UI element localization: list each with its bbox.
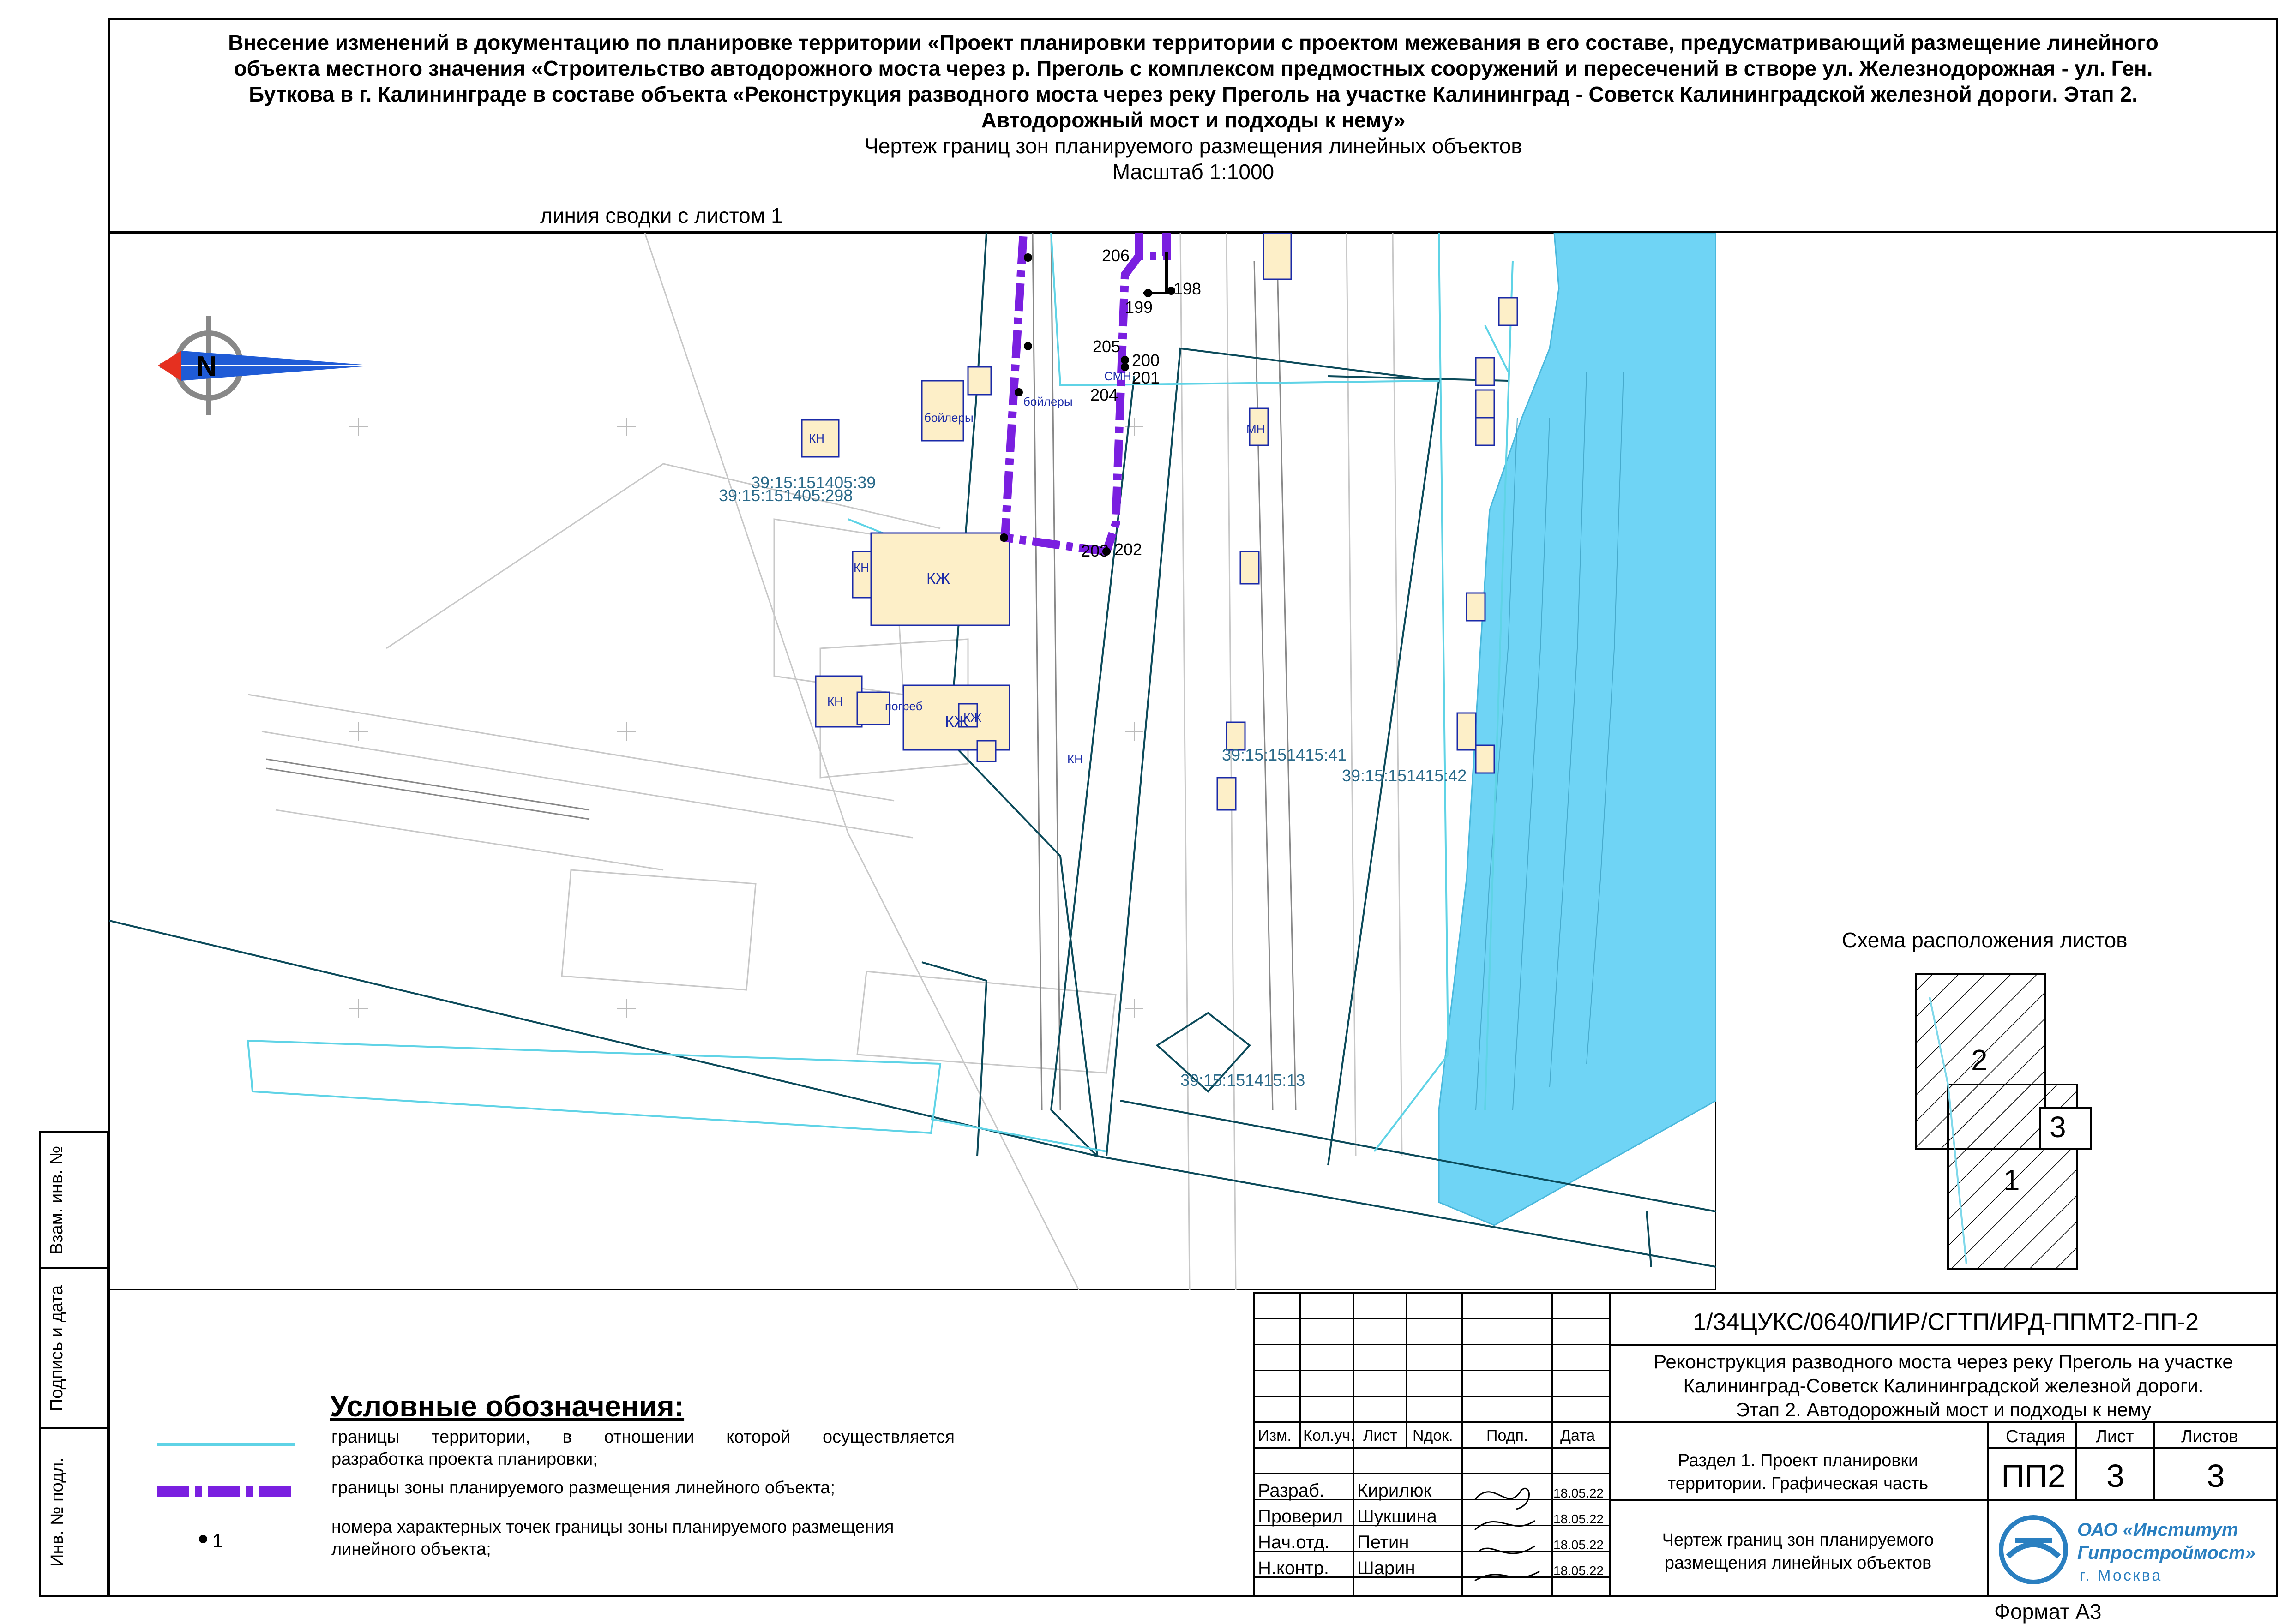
role-label: Разраб.	[1258, 1480, 1325, 1501]
building-label: КН	[854, 561, 869, 575]
role-label: Н.контр.	[1258, 1558, 1329, 1578]
column-header: Лист	[1363, 1427, 1397, 1444]
company-name	[2077, 1518, 2255, 1564]
signature-icon	[1466, 1472, 1549, 1597]
side-cell-label: Инв. № подл.	[47, 1457, 67, 1567]
side-cell-label: Взам. инв. №	[47, 1145, 67, 1254]
scheme-drawing	[1911, 969, 2114, 1274]
drawing-scale: Масштаб 1:1000	[1112, 160, 1275, 184]
object-line: Этап 2. Автодорожный мост и подходы к нему	[1736, 1399, 2151, 1420]
column-header: Подп.	[1486, 1427, 1528, 1444]
point-label: 199	[1125, 298, 1153, 317]
title-line: Буткова в г. Калининграде в составе объекта «Реконструкция разводного моста через реку Преголь на участке Калининград - Советск Калининградской железной дороги. Этап 2.	[249, 82, 2138, 106]
point-label: 198	[1173, 279, 1202, 298]
drawing-line: Чертеж границ зон планируемого	[1662, 1530, 1934, 1550]
title-stamp	[1253, 1292, 2276, 1597]
scheme-sheet-label: 2	[1971, 1043, 1988, 1077]
sheet-value: 3	[2106, 1458, 2124, 1494]
legend-line: границы территории, в отношении которой осуществляется	[331, 1427, 955, 1447]
company-city: г. Москва	[2080, 1567, 2163, 1584]
stage-value: ПП2	[2001, 1458, 2066, 1494]
legend-line: линейного объекта;	[331, 1540, 491, 1559]
role-label: Проверил	[1258, 1506, 1343, 1527]
sign-date: 18.05.22	[1553, 1512, 1604, 1526]
scheme-sheet-label: 3	[2050, 1110, 2066, 1144]
side-cell-label: Подпись и дата	[47, 1285, 67, 1411]
person-name: Шарин	[1357, 1558, 1415, 1578]
point-label: 204	[1090, 385, 1118, 404]
object-line: Калининград-Советск Калининградской железной дороги.	[1683, 1375, 2204, 1396]
company-logo-icon	[1996, 1513, 2070, 1587]
legend-item-text	[331, 1426, 955, 1470]
section-line: территории. Графическая часть	[1667, 1474, 1929, 1493]
building-label: бойлеры	[924, 411, 974, 425]
legend-line: номера характерных точек границы зоны планируемого размещения	[331, 1517, 894, 1537]
legend-symbols	[157, 1435, 305, 1551]
title-block	[110, 20, 2276, 233]
sign-date: 18.05.22	[1553, 1538, 1604, 1552]
doc-code: 1/34ЦУКС/0640/ПИР/СГТП/ИРД-ППМТ2-ПП-2	[1693, 1309, 2199, 1336]
cadastral-label: 39:15:151415:13	[1180, 1071, 1305, 1090]
role-label: Нач.отд.	[1258, 1532, 1330, 1552]
building-label: КН	[1067, 752, 1083, 766]
title-line: Автодорожный мост и подходы к нему»	[981, 108, 1406, 132]
side-cell	[39, 1131, 108, 1269]
side-cell	[39, 1427, 108, 1597]
object-description	[1613, 1350, 2273, 1422]
title-line: Внесение изменений в документацию по планировке территории «Проект планировки территории с проектом межевания в его составе, предусматривающий размещение линейного	[228, 30, 2159, 54]
drawing-title	[1613, 1528, 1983, 1575]
scheme-sheet-label: 1	[2003, 1163, 2020, 1197]
building-label: КН	[827, 695, 843, 708]
point-label: 201	[1132, 368, 1160, 387]
cadastral-label: 39:15:151415:41	[1222, 745, 1347, 764]
sheet-layout-scheme	[1911, 969, 2114, 1274]
point-label: 203	[1081, 541, 1109, 560]
stage-header: Стадия	[2006, 1427, 2066, 1446]
document-title	[129, 30, 2258, 133]
person-name: Шукшина	[1357, 1506, 1437, 1527]
sheets-header: Листов	[2181, 1427, 2238, 1446]
map-area	[109, 233, 1716, 1290]
legend-item-text	[331, 1516, 894, 1560]
object-line: Реконструкция разводного моста через реку Преголь на участке	[1654, 1351, 2233, 1372]
building-label: погреб	[885, 699, 923, 713]
person-name: Петин	[1357, 1532, 1409, 1552]
scheme-title: Схема расположения листов	[1842, 928, 2128, 952]
cadastral-label: 39:15:151405:39	[751, 473, 876, 492]
sheets-value: 3	[2207, 1458, 2225, 1494]
building-label: МН	[1246, 422, 1265, 436]
point-label: 202	[1114, 540, 1142, 559]
legend-dot-number: 1	[212, 1530, 223, 1552]
legend-item-text: границы зоны планируемого размещения линейного объекта;	[331, 1478, 836, 1498]
company-line: ОАО «Институт	[2077, 1520, 2238, 1540]
side-stamp	[39, 1131, 108, 1597]
column-header: Nдок.	[1413, 1427, 1453, 1444]
format-label: Формат А3	[1994, 1600, 2102, 1624]
section-title	[1613, 1449, 1983, 1495]
building-label: СМН	[1104, 369, 1131, 383]
point-label: 206	[1102, 246, 1130, 265]
map-drawing	[109, 233, 1716, 1290]
building-label: КЖ	[963, 711, 982, 725]
sign-date: 18.05.22	[1553, 1486, 1604, 1500]
drawing-line: размещения линейных объектов	[1664, 1553, 1932, 1573]
cadastral-label: 39:15:151415:42	[1342, 766, 1467, 785]
column-header: Дата	[1560, 1427, 1595, 1444]
building-label: КН	[809, 431, 824, 445]
building-label: бойлеры	[1023, 395, 1073, 408]
legend-line: разработка проекта планировки;	[331, 1450, 598, 1469]
drawing-subtitle: Чертеж границ зон планируемого размещения линейных объектов	[864, 134, 1522, 158]
title-line: объекта местного значения «Строительство автодорожного моста через р. Преголь с комплексом предмостных сооружений и пересечений в створе ул. Железнодорожная - ул. Ген.	[234, 56, 2153, 80]
side-cell	[39, 1267, 108, 1429]
svodka-label: линия сводки с листом 1	[540, 204, 783, 228]
person-name: Кирилюк	[1357, 1480, 1432, 1501]
cadastral-label: 39:15:151405:298	[719, 486, 853, 505]
sheet-header: Лист	[2096, 1427, 2134, 1446]
building-label: КЖ	[945, 713, 969, 731]
legend-title: Условные обозначения:	[330, 1390, 685, 1423]
svg-text:N: N	[196, 351, 217, 383]
sign-date: 18.05.22	[1553, 1564, 1604, 1578]
column-header: Изм.	[1258, 1427, 1292, 1444]
building-label: КЖ	[926, 570, 950, 587]
company-line: Гипростроймост»	[2077, 1543, 2255, 1563]
point-label: 200	[1132, 351, 1160, 370]
column-header: Кол.уч.	[1303, 1427, 1355, 1444]
section-line: Раздел 1. Проект планировки	[1678, 1451, 1918, 1470]
point-label: 205	[1093, 337, 1121, 356]
